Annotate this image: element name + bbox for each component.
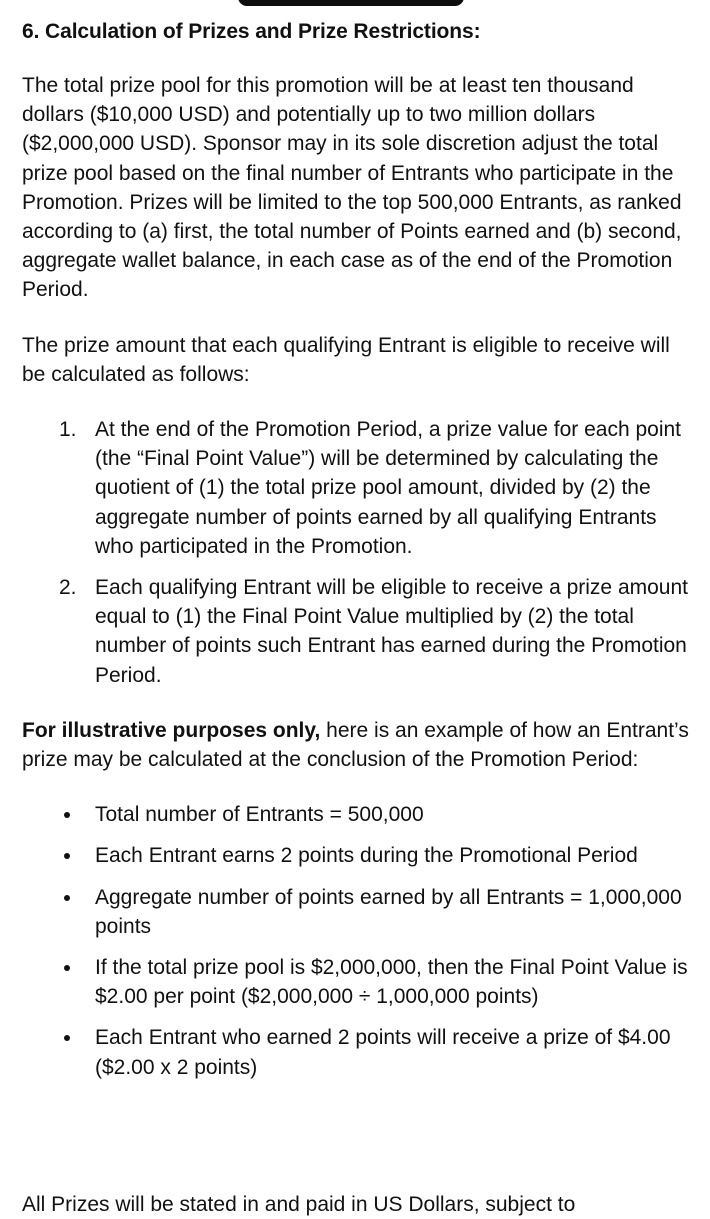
list-item [22,953,694,1011]
list-item [22,1023,694,1081]
list-item-text: Each Entrant who earned 2 points will receive a prize of $4.00 ($2.00 x 2 points) [95,1026,671,1079]
list-item-text: Each Entrant earns 2 points during the Promotional Period [95,844,638,868]
example-intro-bold: For illustrative purposes only, [22,718,321,742]
list-item [22,841,694,870]
section-heading: 6. Calculation of Prizes and Prize Restrictions: [22,20,481,43]
prize-amount-intro-paragraph: The prize amount that each qualifying Entrant is eligible to receive will be calculated as follows: [22,333,670,386]
list-number: 2. [59,576,77,600]
bullet-icon [64,895,70,901]
prize-pool-paragraph: The total prize pool for this promotion will be at least ten thousand dollars ($10,000 USD) and potentially up to two million dollars ($2,000,000 USD). Sponsor may in its sole discretion adjust the total prize pool based on the final number of Entrants who participate in the Promotion. Prizes will be limited to the top 500,000 Entrants, as ranked according to (a) first, the total number of Points earned and (b) second, aggregate wallet balance, in each case as of the end of the Promotion Period. [22,74,682,302]
list-item [22,573,694,690]
bullet-icon [64,853,70,859]
top-tab-bar [238,0,464,6]
list-item [22,883,694,941]
document-section [22,18,694,1082]
list-item-text: Each qualifying Entrant will be eligible to receive a prize amount equal to (1) the Final Point Value multiplied by (2) the total number of points such Entrant has earned during the Promotion Period. [95,576,688,687]
list-item-text: Total number of Entrants = 500,000 [95,803,424,827]
example-intro-text: here is an example of how an Entrant’s prize may be calculated at the conclusion of the Promotion Period: [22,718,689,772]
bullet-icon [64,965,70,971]
list-item [22,415,694,561]
bullet-icon [64,812,70,818]
calculation-steps-list [22,415,694,690]
list-item-text: Aggregate number of points earned by all Entrants = 1,000,000 points [95,885,682,938]
bullet-icon [64,1035,70,1041]
list-number: 1. [59,418,77,442]
example-bullet-list [22,800,694,1082]
cut-off-text-line: All Prizes will be stated in and paid in US Dollars, subject to [22,1193,576,1216]
list-item [22,800,694,829]
example-intro-paragraph [22,716,694,774]
list-item-text: At the end of the Promotion Period, a prize value for each point (the “Final Point Value”) will be determined by calculating the quotient of (1) the total prize pool amount, divided by (2) the aggregate number of points earned by all qualifying Entrants who participated in the Promotion. [95,418,682,558]
list-item-text: If the total prize pool is $2,000,000, then the Final Point Value is $2.00 per point ($2,000,000 ÷ 1,000,000 points) [95,956,688,1009]
